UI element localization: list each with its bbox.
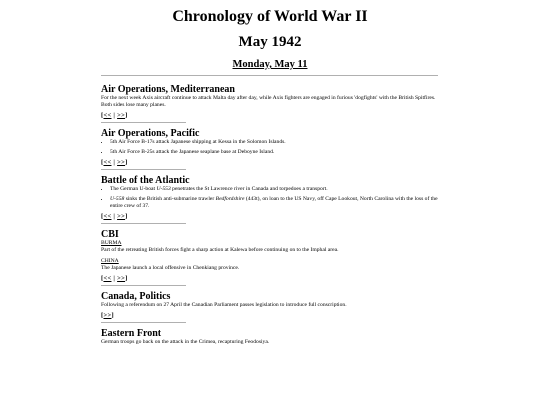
next-link[interactable]: >>: [117, 275, 126, 282]
month-title: May 1942: [238, 34, 302, 50]
nav-separator: |: [111, 159, 118, 166]
subheading-burma: BURMA: [101, 240, 122, 246]
section-text: German troops go back on the attack in the Crimea, recapturing Feodosiya.: [101, 339, 270, 345]
section-nav: [101, 275, 438, 283]
previous-link[interactable]: <<: [103, 112, 112, 119]
text-span: (443t), on loan to the US Navy, off Cape Lookout, North Carolina with the loss of the entire crew of 37.: [110, 196, 438, 209]
section-divider: [101, 169, 186, 170]
section-heading: CBI: [101, 229, 119, 240]
day-title: Monday, May 11: [232, 59, 308, 70]
section-text: For the next week Axis aircraft continue to attack Malta day after day, while Axis fighters are engaged in furious 'dogfights' with the British Spitfires. Both sides lose many planes.: [101, 95, 436, 108]
nav-bracket-close: ]: [111, 312, 114, 319]
nav-bracket-open: [: [101, 312, 104, 319]
section-list: [101, 186, 438, 210]
section-cbi: [101, 229, 438, 286]
section-text: Following a referendum on 27 April the Canadian Parliament passes legislation to introduce full conscription.: [101, 302, 347, 308]
section-text: The Japanese launch a local offensive in Chenkiang province.: [101, 265, 240, 271]
text-span: penetrates the St Lawrence river in Canada and torpedoes a transport.: [170, 186, 328, 192]
subheading-china: CHINA: [101, 258, 119, 264]
section-nav: [101, 159, 438, 167]
section-nav: [101, 112, 438, 120]
section-heading: Canada, Politics: [101, 291, 171, 302]
next-link[interactable]: >>: [117, 112, 126, 119]
uboat-name: U-553: [156, 186, 171, 192]
list-item: • 5th Air Force B-25s attack the Japanese seaplane base at Deboyne Island.: [110, 149, 438, 156]
section-nav: [101, 312, 438, 320]
section-battle-of-the-atlantic: [101, 175, 438, 224]
nav-bracket-open: [: [101, 112, 104, 119]
nav-bracket-open: [: [101, 159, 104, 166]
section-canada-politics: [101, 291, 438, 323]
nav-bracket-open: [: [101, 213, 104, 220]
previous-link[interactable]: <<: [103, 213, 112, 220]
section-list: [101, 139, 438, 156]
nav-bracket-close: ]: [125, 112, 128, 119]
text-span: The German U-boat: [110, 186, 157, 192]
section-divider: [101, 223, 186, 224]
uboat-name: U-558: [110, 196, 125, 202]
entries: [101, 84, 438, 351]
nav-bracket-close: ]: [125, 159, 128, 166]
section-eastern-front: [101, 328, 438, 346]
nav-bracket-close: ]: [125, 275, 128, 282]
section-divider: [101, 285, 186, 286]
next-link[interactable]: >>: [117, 213, 126, 220]
next-link[interactable]: >>: [117, 159, 126, 166]
list-item: [110, 196, 438, 210]
section-heading: Air Operations, Mediterranean: [101, 84, 235, 95]
section-heading: Battle of the Atlantic: [101, 175, 190, 186]
list-item: • 5th Air Force B-17s attack Japanese shipping at Kessa in the Solomon Islands.: [110, 139, 438, 146]
section-air-operations-mediterranean: [101, 84, 438, 123]
section-divider: [101, 322, 186, 323]
section-divider: [101, 122, 186, 123]
section-text: Part of the retreating British forces fight a sharp action at Kalewa before continuing on to the Imphal area.: [101, 247, 339, 253]
previous-link[interactable]: <<: [103, 275, 112, 282]
next-link[interactable]: >>: [103, 312, 112, 319]
nav-bracket-open: [: [101, 275, 104, 282]
section-air-operations-pacific: [101, 128, 438, 170]
nav-separator: |: [111, 112, 118, 119]
ship-name: Bedfordshire: [215, 196, 245, 202]
nav-separator: |: [111, 275, 118, 282]
nav-bracket-close: ]: [125, 213, 128, 220]
section-heading: Eastern Front: [101, 328, 162, 339]
text-span: sinks the British anti-submarine trawler: [124, 196, 216, 202]
list-item: [110, 186, 438, 193]
section-nav: [101, 213, 438, 221]
nav-separator: |: [111, 213, 118, 220]
previous-link[interactable]: <<: [103, 159, 112, 166]
top-divider: [101, 75, 438, 76]
section-heading: Air Operations, Pacific: [101, 128, 200, 139]
site-title: Chronology of World War II: [172, 8, 368, 25]
